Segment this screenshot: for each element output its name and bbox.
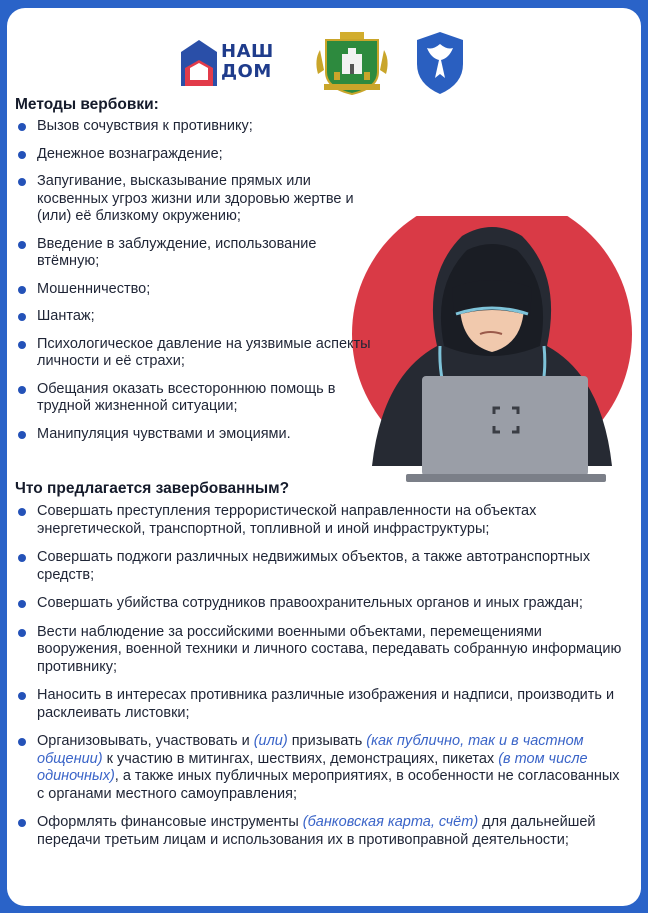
shield-eagle-icon	[415, 30, 465, 96]
item-text: , а также иных публичных мероприятиях, в особенности не согласованных с органами местного самоуправления;	[37, 768, 620, 802]
list-item: Мошенничество;	[15, 281, 375, 299]
house-icon	[179, 38, 219, 88]
laptop-screen	[422, 376, 588, 476]
list-item: Совершать преступления террористической направленности на объектах энергетической, транспортной, топливной и иной инфраструктуры;	[15, 503, 630, 538]
list-item: Обещания оказать всестороннюю помощь в трудной жизненной ситуации;	[15, 381, 375, 416]
list-item: Наносить в интересах противника различные изображения и надписи, производить и расклеивать листовки;	[15, 687, 630, 722]
item-text: Организовывать, участвовать и	[37, 733, 254, 749]
list-item: Введение в заблуждение, использование втёмную;	[15, 236, 375, 271]
item-text: к участию в митингах, шествиях, демонстрациях, пикетах	[102, 750, 499, 767]
logo-bar	[7, 30, 641, 100]
item-text: Оформлять финансовые инструменты	[37, 814, 303, 830]
highlight-text: (как публично, так и в частном общении)	[37, 733, 584, 767]
list-item	[15, 814, 630, 849]
recruitment-methods-list	[15, 118, 375, 453]
hooded-hacker-illustration	[352, 216, 641, 496]
offered-tasks-list	[15, 503, 630, 860]
list-item: Запугивание, высказывание прямых или косвенных угроз жизни или здоровью жертве и (или) её близкому окружению;	[15, 173, 375, 226]
list-item: Денежное вознаграждение;	[15, 146, 375, 164]
list-item: Шантаж;	[15, 308, 375, 326]
highlight-text: (в том числе одиночных)	[37, 750, 588, 784]
list-item: Совершать поджоги различных недвижимых объектов, а также автотранспортных средств;	[15, 549, 630, 584]
list-item: Вести наблюдение за российскими военными объектами, перемещениями вооружения, военной техники и личного состава, передавать собранную информацию противнику;	[15, 624, 630, 677]
poster-card	[7, 8, 641, 906]
nash-dom-logo	[179, 38, 289, 94]
item-text: для дальнейшей передачи третьим лицам и использования их в противоправной деятельности;	[37, 814, 596, 848]
logo-text-line2: ДОМ	[221, 61, 272, 82]
city-crest-icon	[312, 30, 392, 96]
list-item: Совершать убийства сотрудников правоохранительных органов и иных граждан;	[15, 595, 630, 613]
list-item	[15, 733, 630, 803]
section-title-what-is-offered: Что предлагается завербованным?	[15, 480, 290, 497]
list-item: Вызов сочувствия к противнику;	[15, 118, 375, 136]
section-title-recruitment-methods: Методы вербовки:	[15, 96, 159, 113]
logo-text-line1: НАШ	[221, 41, 274, 62]
highlight-text: (банковская карта, счёт)	[302, 814, 479, 830]
list-item: Психологическое давление на уязвимые аспекты личности и её страхи;	[15, 336, 375, 371]
highlight-text: (или)	[253, 733, 288, 749]
list-item: Манипуляция чувствами и эмоциями.	[15, 426, 375, 444]
item-text: призывать	[287, 733, 367, 749]
